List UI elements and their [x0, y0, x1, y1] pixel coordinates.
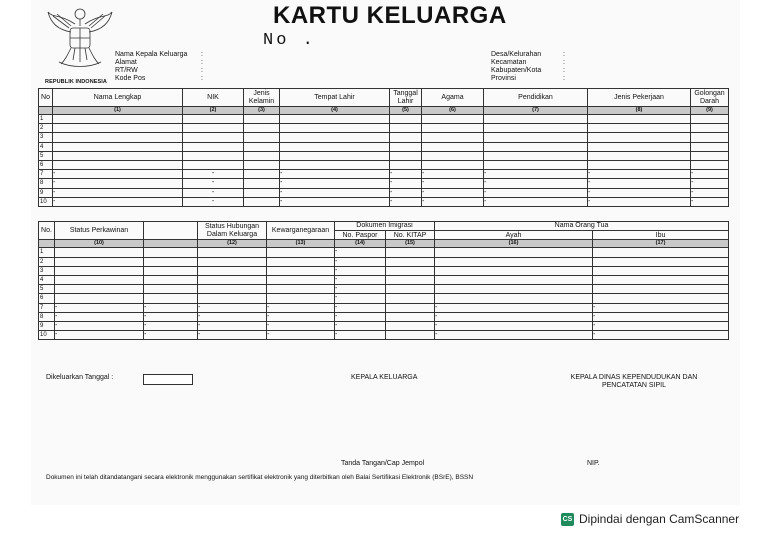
table-cell: -: [267, 321, 335, 330]
table-cell: -: [55, 312, 144, 321]
table-cell: [183, 115, 244, 124]
document-title: KARTU KELUARGA: [273, 2, 507, 29]
table-cell: -: [335, 303, 386, 312]
col-number: (1): [53, 107, 183, 115]
table-cell: -: [335, 248, 386, 257]
household-fields-right: Desa/Kelurahan : Kecamatan : Kabupaten/Kota : Provinsi :: [491, 51, 565, 82]
table-cell: -: [335, 257, 386, 266]
table-cell: [183, 151, 244, 160]
table-cell: [53, 133, 183, 142]
table-row: [39, 197, 729, 206]
table-cell: -: [335, 321, 386, 330]
garuda-emblem: [45, 4, 115, 85]
table-cell: -: [144, 331, 198, 340]
table-cell: [390, 160, 422, 169]
table-cell: -: [390, 170, 422, 179]
table-cell: [183, 160, 244, 169]
field-label: Alamat: [115, 59, 137, 66]
table-cell: [588, 160, 691, 169]
table-cell: -: [280, 188, 390, 197]
table-cell: [588, 142, 691, 151]
row-number: 1: [39, 115, 53, 124]
row-number: 3: [39, 133, 53, 142]
row-number: 7: [39, 170, 53, 179]
table-cell: [144, 248, 198, 257]
table-cell: -: [691, 170, 729, 179]
table-cell: -: [422, 197, 484, 206]
table-cell: [144, 266, 198, 275]
col-number: (12): [198, 240, 267, 248]
table-cell: [198, 248, 267, 257]
col-header: No. KITAP: [386, 231, 435, 240]
table-cell: [244, 188, 280, 197]
row-number: 9: [39, 321, 55, 330]
table-cell: [244, 160, 280, 169]
table-cell: [422, 160, 484, 169]
table-cell: [280, 151, 390, 160]
table-cell: [183, 142, 244, 151]
table-cell: [198, 285, 267, 294]
table-cell: -: [422, 188, 484, 197]
family-status-rows: [39, 248, 729, 340]
col-number: (15): [386, 240, 435, 248]
table-cell: -: [53, 170, 183, 179]
row-number: 6: [39, 294, 55, 303]
table-cell: [244, 197, 280, 206]
table-cell: -: [588, 179, 691, 188]
table-cell: [280, 133, 390, 142]
row-number: 4: [39, 275, 55, 284]
camscanner-text: Dipindai dengan CamScanner: [579, 512, 740, 526]
table-cell: -: [267, 303, 335, 312]
table-cell: [390, 124, 422, 133]
family-status-table: [38, 221, 729, 340]
table-cell: -: [435, 303, 593, 312]
row-number: 6: [39, 160, 53, 169]
table-cell: -: [144, 321, 198, 330]
table-row: [39, 160, 729, 169]
camscanner-logo-icon: CS: [561, 513, 574, 526]
col-number: (10): [55, 240, 144, 248]
table-cell: [267, 248, 335, 257]
table-cell: [198, 275, 267, 284]
table-cell: [198, 266, 267, 275]
table-cell: [691, 142, 729, 151]
table-cell: [422, 133, 484, 142]
table-cell: [53, 151, 183, 160]
table-cell: [198, 257, 267, 266]
row-number: 5: [39, 151, 53, 160]
table-cell: [390, 142, 422, 151]
table-cell: [593, 266, 729, 275]
field-label: RT/RW: [115, 67, 138, 74]
nip-label: NIP.: [587, 460, 600, 467]
col-number: (5): [390, 107, 422, 115]
table-cell: -: [55, 321, 144, 330]
table-cell: [144, 294, 198, 303]
table-cell: -: [435, 321, 593, 330]
table-cell: [55, 285, 144, 294]
table-row: [39, 321, 729, 330]
col-number: (14): [335, 240, 386, 248]
table-cell: [588, 133, 691, 142]
table-cell: -: [593, 303, 729, 312]
col-header: Golongan Darah: [691, 89, 729, 107]
table-row: [39, 303, 729, 312]
field-label: Kode Pos: [115, 75, 146, 82]
row-number: 8: [39, 179, 53, 188]
table-cell: [593, 275, 729, 284]
table-cell: -: [183, 197, 244, 206]
table-cell: [484, 142, 588, 151]
table-cell: -: [691, 197, 729, 206]
table-row: [39, 285, 729, 294]
col-number: (4): [280, 107, 390, 115]
row-number: 2: [39, 257, 55, 266]
table-cell: [593, 294, 729, 303]
table-cell: [691, 115, 729, 124]
table-cell: -: [280, 170, 390, 179]
table-cell: -: [484, 188, 588, 197]
col-header: Status Perkawinan: [55, 222, 144, 240]
head-of-family-label: KEPALA KELUARGA: [351, 374, 418, 381]
table-cell: [244, 179, 280, 188]
col-header: No.: [39, 222, 55, 240]
col-header: No: [39, 89, 53, 107]
row-number: 3: [39, 266, 55, 275]
table-cell: [484, 151, 588, 160]
col-header: Jenis Pekerjaan: [588, 89, 691, 107]
table-cell: [588, 115, 691, 124]
table-cell: [386, 266, 435, 275]
table-cell: -: [198, 303, 267, 312]
table-cell: [386, 294, 435, 303]
table-cell: [53, 142, 183, 151]
table-cell: -: [183, 170, 244, 179]
document-number-label: No .: [263, 31, 316, 50]
table-cell: -: [335, 331, 386, 340]
table-row: [39, 312, 729, 321]
table-cell: -: [593, 312, 729, 321]
table-cell: [435, 248, 593, 257]
table-cell: [183, 133, 244, 142]
table-cell: -: [390, 188, 422, 197]
table-row: [39, 248, 729, 257]
table-cell: [267, 266, 335, 275]
col-number: (7): [484, 107, 588, 115]
table-row: [39, 294, 729, 303]
table-cell: -: [588, 170, 691, 179]
row-number: 7: [39, 303, 55, 312]
table-cell: -: [691, 188, 729, 197]
col-number: (9): [691, 107, 729, 115]
table-row: [39, 142, 729, 151]
row-number: 4: [39, 142, 53, 151]
table-cell: [244, 151, 280, 160]
col-header: Ayah: [435, 231, 593, 240]
table-row: [39, 275, 729, 284]
table-cell: -: [144, 312, 198, 321]
table-cell: -: [335, 275, 386, 284]
field-label: Kabupaten/Kota: [491, 67, 542, 74]
row-number: 10: [39, 197, 53, 206]
table-cell: -: [484, 197, 588, 206]
table-cell: [55, 248, 144, 257]
table-cell: [386, 257, 435, 266]
table-cell: -: [593, 331, 729, 340]
table-row: [39, 124, 729, 133]
field-label: Kecamatan: [491, 59, 527, 66]
table-row: [39, 188, 729, 197]
table-cell: [386, 321, 435, 330]
col-header: NIK: [183, 89, 244, 107]
table-cell: [386, 285, 435, 294]
family-members-rows: [39, 115, 729, 207]
table-cell: [593, 257, 729, 266]
table-cell: -: [183, 179, 244, 188]
table-cell: [422, 151, 484, 160]
row-number: 1: [39, 248, 55, 257]
table-cell: -: [691, 179, 729, 188]
table-cell: [435, 257, 593, 266]
table-cell: -: [53, 197, 183, 206]
table-cell: -: [267, 331, 335, 340]
table-cell: [435, 275, 593, 284]
garuda-emblem-icon: [45, 4, 115, 70]
table-cell: [386, 312, 435, 321]
table-cell: [484, 124, 588, 133]
camscanner-watermark: [561, 512, 739, 526]
table-cell: [53, 160, 183, 169]
col-header: Nama Orang Tua: [435, 222, 729, 231]
table-cell: -: [144, 303, 198, 312]
signature-label: Tanda Tangan/Cap Jempol: [341, 460, 425, 467]
table-cell: [183, 124, 244, 133]
table-cell: [691, 133, 729, 142]
row-number: 9: [39, 188, 53, 197]
table-cell: -: [435, 331, 593, 340]
table-cell: [244, 115, 280, 124]
table-cell: -: [484, 170, 588, 179]
table-cell: [484, 115, 588, 124]
table-cell: -: [198, 321, 267, 330]
table-cell: [267, 285, 335, 294]
issued-date-box: [143, 374, 193, 385]
table-cell: [267, 257, 335, 266]
table-row: [39, 331, 729, 340]
col-header: Kewarganegaraan: [267, 222, 335, 240]
field-label: Provinsi: [491, 75, 516, 82]
table-cell: [55, 257, 144, 266]
table-cell: [386, 303, 435, 312]
table-cell: [691, 124, 729, 133]
table-cell: [390, 115, 422, 124]
col-number: (6): [422, 107, 484, 115]
table-cell: -: [198, 331, 267, 340]
document-page: [31, 0, 740, 505]
table-cell: [484, 133, 588, 142]
table-cell: -: [55, 331, 144, 340]
table-cell: [244, 170, 280, 179]
table-cell: -: [593, 321, 729, 330]
table-cell: [435, 285, 593, 294]
table-cell: [390, 151, 422, 160]
col-number: (8): [588, 107, 691, 115]
electronic-signature-disclaimer: Dokumen ini telah ditandatangani secara elektronik menggunakan sertifikat elektronik yang diterbitkan oleh Balai Sertifikasi Elektronik (BSrE), BSSN: [46, 474, 474, 481]
table-cell: [386, 275, 435, 284]
table-cell: [144, 257, 198, 266]
table-cell: [55, 266, 144, 275]
table-cell: [422, 124, 484, 133]
col-header: Pendidikan: [484, 89, 588, 107]
col-header: Tanggal Lahir: [390, 89, 422, 107]
row-number: 2: [39, 124, 53, 133]
table-cell: [588, 124, 691, 133]
row-number: 10: [39, 331, 55, 340]
table-cell: -: [588, 197, 691, 206]
table-cell: [280, 142, 390, 151]
table-cell: [280, 115, 390, 124]
table-cell: [593, 285, 729, 294]
col-header: Jenis Kelamin: [244, 89, 280, 107]
row-number: 5: [39, 285, 55, 294]
table-cell: [593, 248, 729, 257]
table-cell: -: [267, 312, 335, 321]
table-cell: [244, 133, 280, 142]
table-row: [39, 133, 729, 142]
table-cell: [484, 160, 588, 169]
col-header: Ibu: [593, 231, 729, 240]
table-cell: -: [55, 303, 144, 312]
table-cell: -: [422, 170, 484, 179]
table-row: [39, 151, 729, 160]
col-number: (17): [593, 240, 729, 248]
row-number: 8: [39, 312, 55, 321]
table-cell: [390, 133, 422, 142]
table-cell: -: [390, 197, 422, 206]
table-cell: -: [335, 294, 386, 303]
table-cell: -: [183, 188, 244, 197]
table-cell: -: [484, 179, 588, 188]
table-cell: [691, 151, 729, 160]
table-cell: -: [435, 312, 593, 321]
table-cell: [53, 124, 183, 133]
col-number: (2): [183, 107, 244, 115]
table-cell: [280, 160, 390, 169]
head-of-department-label: KEPALA DINAS KEPENDUDUKAN DAN PENCATATAN SIPIL: [570, 374, 698, 389]
col-header: No. Paspor: [335, 231, 386, 240]
household-fields-left: Nama Kepala Keluarga : Alamat : RT/RW : Kode Pos :: [115, 51, 203, 82]
table-cell: [435, 294, 593, 303]
table-cell: [691, 160, 729, 169]
table-cell: -: [335, 266, 386, 275]
emblem-caption: REPUBLIK INDONESIA: [45, 79, 107, 85]
col-number: (13): [267, 240, 335, 248]
table-cell: [144, 275, 198, 284]
table-cell: [267, 275, 335, 284]
table-cell: [435, 266, 593, 275]
table-cell: -: [390, 179, 422, 188]
table-cell: [280, 124, 390, 133]
table-cell: [422, 142, 484, 151]
table-cell: [198, 294, 267, 303]
col-header: Status Hubungan Dalam Keluarga: [198, 222, 267, 240]
table-cell: [267, 294, 335, 303]
table-cell: -: [422, 179, 484, 188]
table-cell: [588, 151, 691, 160]
table-cell: [386, 248, 435, 257]
col-header: Agama: [422, 89, 484, 107]
table-cell: [422, 115, 484, 124]
table-cell: -: [53, 188, 183, 197]
col-number: (16): [435, 240, 593, 248]
table-cell: -: [588, 188, 691, 197]
col-number: (3): [244, 107, 280, 115]
table-row: [39, 170, 729, 179]
field-label: Desa/Kelurahan: [491, 51, 542, 58]
table-cell: -: [335, 312, 386, 321]
table-cell: [244, 124, 280, 133]
table-cell: [386, 331, 435, 340]
col-header: Tempat Lahir: [280, 89, 390, 107]
field-label: Nama Kepala Keluarga: [115, 51, 188, 58]
table-cell: -: [335, 285, 386, 294]
table-cell: [144, 285, 198, 294]
table-row: [39, 266, 729, 275]
table-row: [39, 257, 729, 266]
table-cell: [53, 115, 183, 124]
issued-date-label: Dikeluarkan Tanggal :: [46, 374, 114, 381]
table-cell: [244, 142, 280, 151]
table-cell: -: [280, 179, 390, 188]
table-row: [39, 115, 729, 124]
col-header: Nama Lengkap: [53, 89, 183, 107]
family-members-table: [38, 88, 729, 207]
table-cell: -: [198, 312, 267, 321]
table-row: [39, 179, 729, 188]
col-header: Dokumen Imigrasi: [335, 222, 435, 231]
table-cell: -: [53, 179, 183, 188]
table-cell: [55, 294, 144, 303]
table-cell: -: [280, 197, 390, 206]
table-cell: [55, 275, 144, 284]
